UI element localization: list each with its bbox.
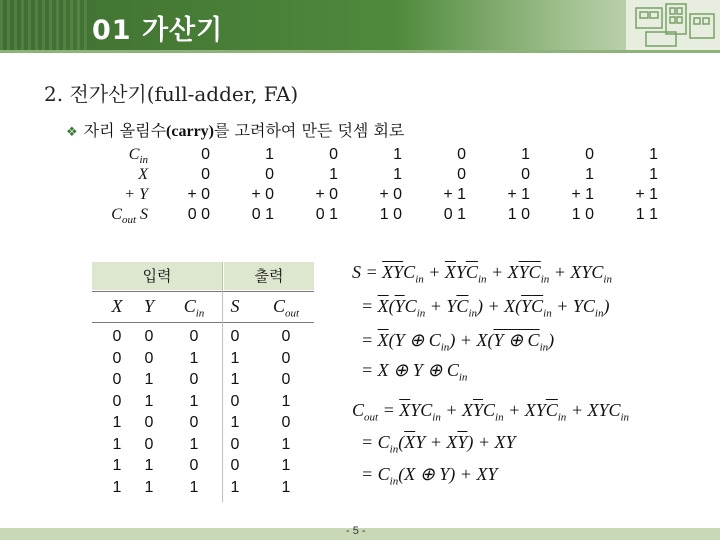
addition-col-1-out: 0 0 [187,206,210,223]
truth-table-cell: 1 [230,478,240,496]
truth-table-cell: 1 [112,478,122,496]
truth-table-cell: 1 [281,392,291,410]
truth-table-cell: 1 [189,478,199,496]
addition-col-3-cin: 0 [329,146,338,163]
truth-table-cell: 0 [281,371,291,388]
truth-table-cell: 1 [281,478,291,496]
addition-col-8-out: 1 1 [635,206,658,223]
addition-col-6-x: 0 [521,166,530,183]
label-x: X [138,166,148,183]
addition-col-4-cin: 1 [393,146,402,163]
addition-col-5-y: + 1 [443,186,466,203]
truth-table-cell: 1 [230,371,240,388]
truth-table-cell: 0 [230,392,240,410]
truth-table-cell: 0 [144,328,154,345]
truth-table-cell: 0 [144,349,154,367]
truth-table-cell: 0 [230,457,240,474]
label-cin: $C_{in}$ [128,146,148,167]
truth-table-cell: 0 [144,435,154,453]
truth-table-cell: 1 [281,435,291,453]
truth-table-cell: 0 [230,328,240,345]
sum-equation-line-1: $S = \overline{XY}C_{in} + \overline{X}Y\overline{C}_{in} + X\overline{Y}\overline{C}_{in} + XYC_{in}$ [352,262,612,286]
addition-col-3-x: 1 [329,166,338,183]
addition-col-3-out: 0 1 [315,206,338,223]
header-bar [0,0,720,50]
truth-table-cell: 0 [281,349,291,367]
column-header-rule [92,322,314,323]
header-divider [0,50,720,53]
truth-table-cell: 1 [189,392,199,410]
addition-col-2-y: + 0 [251,186,274,203]
truth-table-cell: 0 [112,392,122,410]
diamond-bullet-icon: ❖ [66,125,78,140]
truth-table-cell: 1 [144,392,154,410]
input-header: 입력 [92,262,222,290]
addition-col-2-cin: 1 [265,146,274,163]
truth-table-cell: 1 [189,349,199,367]
truth-table-cell: 0 [281,414,291,431]
truth-table [92,262,314,502]
truth-table-cell: 0 [230,435,240,453]
truth-table-cell: 0 [112,328,122,345]
bullet-item [66,118,404,141]
header-stripes [0,0,88,50]
output-header: 출력 [224,262,314,290]
addition-col-6-out: 1 0 [507,206,530,223]
truth-table-cell: 0 [189,414,199,431]
truth-table-cell: 1 [112,457,122,474]
addition-col-2-x: 0 [265,166,274,183]
truth-table-cell: 1 [189,435,199,453]
col-header-y: Y [143,296,154,316]
addition-col-7-cin: 0 [585,146,594,163]
carry-equation-line-1: $C_{out} = \overline{X}YC_{in} + X\overline{Y}C_{in} + XY\overline{C}_{in} + XYC_{in}$ [352,400,630,424]
addition-col-4-y: + 0 [379,186,402,203]
carry-equation-line-2: = $C_{in}(\overline{X}Y + X\overline{Y})$ + XY [352,432,516,456]
addition-col-7-out: 1 0 [571,206,594,223]
truth-table-cell: 0 [112,349,122,367]
addition-col-5-x: 0 [457,166,466,183]
truth-table-cell: 0 [112,371,122,388]
addition-col-1-x: 0 [201,166,210,183]
truth-table-cell: 0 [144,414,154,431]
addition-col-5-out: 0 1 [443,206,466,223]
truth-table-cell: 0 [189,457,199,474]
sum-equation-line-4: = X ⊕ Y ⊕ $C_{in}$ [352,360,468,384]
col-header-cin: $C_{in}$ [183,296,205,320]
addition-col-1-cin: 0 [201,146,210,163]
truth-table-cell: 1 [112,435,122,453]
addition-col-7-x: 1 [585,166,594,183]
building-logo-icon [626,0,720,50]
carry-equation-line-3: = $C_{in}(X$ ⊕ Y) + XY [352,464,498,488]
label-y: + Y [124,186,148,203]
addition-col-8-y: + 1 [635,186,658,203]
truth-table-cell: 1 [230,349,240,367]
addition-col-5-cin: 0 [457,146,466,163]
bullet-text-bold: (carry) [166,123,214,140]
label-cout-s: $C_{out}$ S [111,206,148,227]
truth-table-cell: 0 [281,328,291,345]
truth-table-cell: 1 [144,371,154,388]
page-title: 01 가산기 [92,15,224,46]
addition-col-2-out: 0 1 [251,206,274,223]
col-header-s: S [230,296,240,316]
addition-col-4-out: 1 0 [379,206,402,223]
col-header-cout: $C_{out}$ [272,296,300,320]
page-number: - 5 - [346,525,366,537]
truth-table-cell: 1 [281,457,291,474]
addition-col-1-y: + 0 [187,186,210,203]
addition-col-4-x: 1 [393,166,402,183]
addition-col-3-y: + 0 [315,186,338,203]
truth-table-cell: 0 [189,371,199,388]
truth-table-cell: 1 [144,457,154,474]
bullet-text-prefix: 자리 올림수 [83,121,167,140]
truth-table-cell: 0 [189,328,199,345]
truth-table-cell: 1 [144,478,154,496]
addition-col-6-cin: 1 [521,146,530,163]
truth-table-cell: 1 [230,414,240,431]
addition-col-8-x: 1 [649,166,658,183]
addition-col-7-y: + 1 [571,186,594,203]
addition-col-8-cin: 1 [649,146,658,163]
sum-equation-line-2: = $\overline{X}(\overline{Y}C_{in} + Y\overline{C}_{in}) + X(\overline{Y}\overline{C}_{in} + YC_{in})$ [352,296,610,320]
section-title: 2. 전가산기(full-adder, FA) [44,82,299,106]
bullet-text-suffix: 를 고려하여 만든 덧셈 회로 [214,121,405,140]
addition-col-6-y: + 1 [507,186,530,203]
sum-equation-line-3: = $\overline{X}(Y$ ⊕ $C_{in}) + X(Y$ ⊕ $C_{in}$) [352,330,555,354]
truth-table-cell: 1 [112,414,122,431]
col-header-x: X [111,296,123,316]
